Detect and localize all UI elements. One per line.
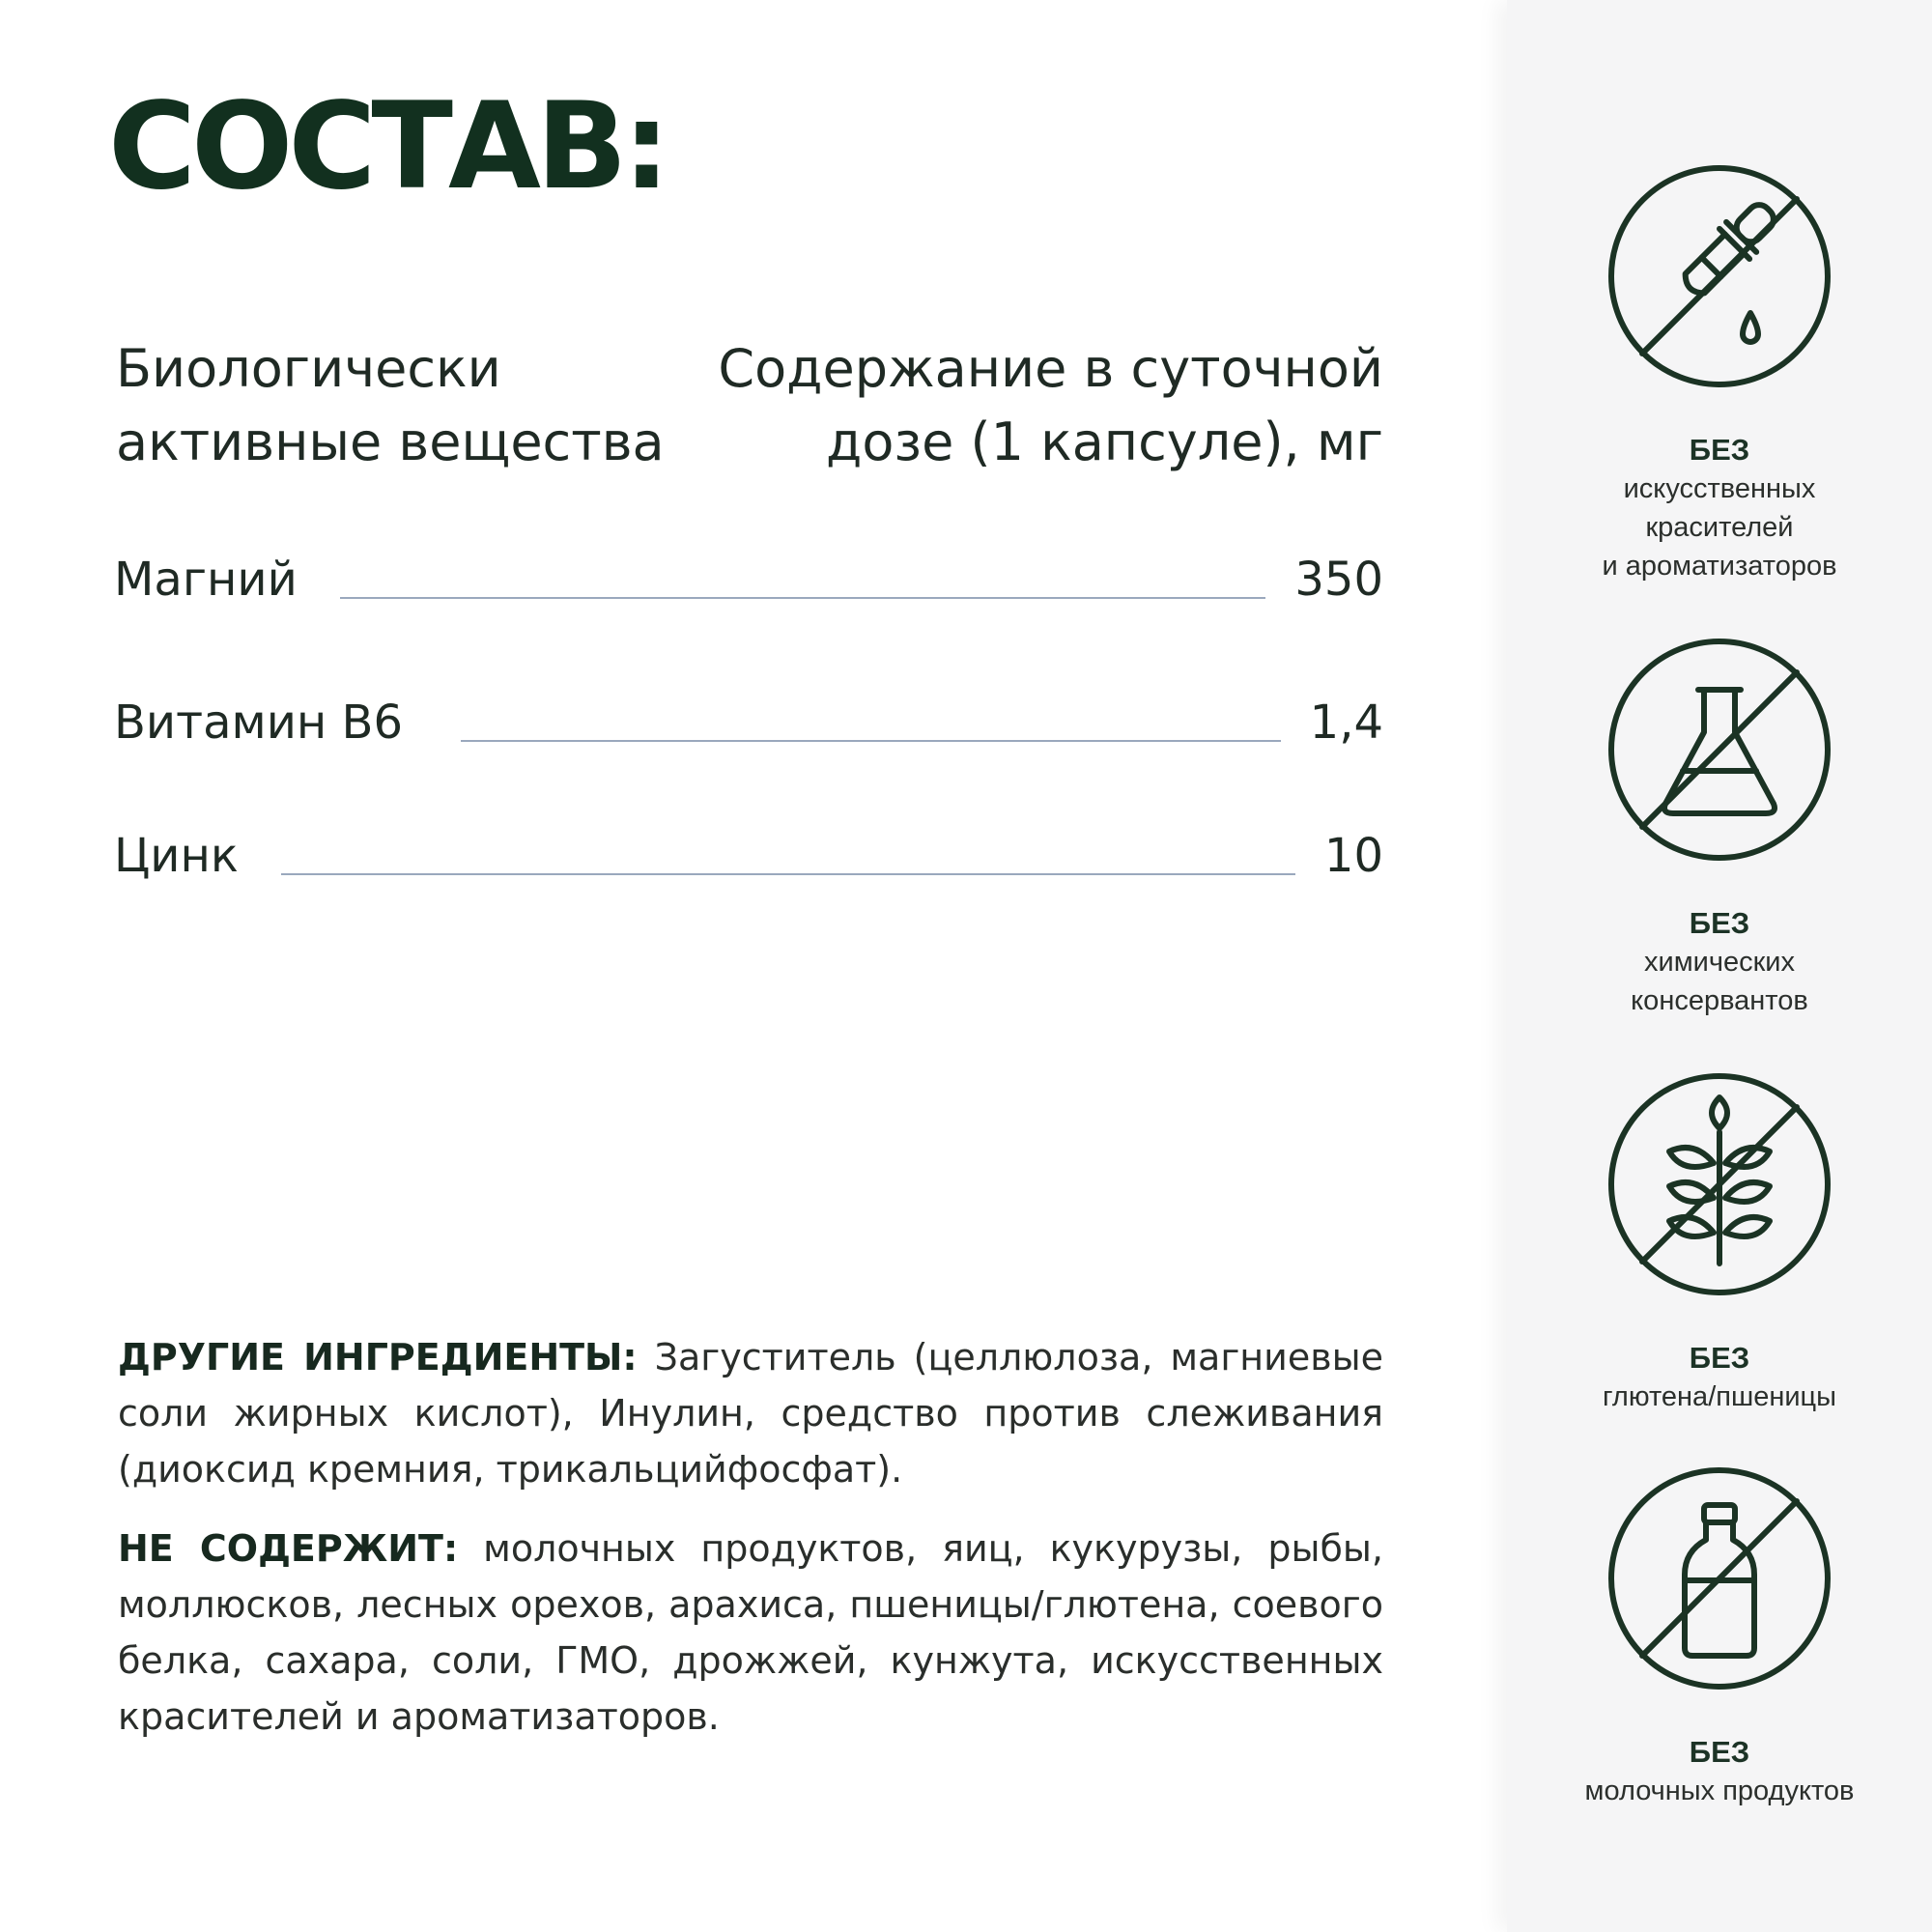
- no-flask-icon: [1605, 636, 1833, 864]
- substance-value: 350: [1294, 553, 1383, 607]
- badge-no-dyes: [1507, 162, 1932, 585]
- badge-text: глютена/пшеницы: [1602, 1381, 1837, 1412]
- column-header-content: Содержание в суточной дозе (1 капсуле), мг: [718, 338, 1383, 472]
- substance-value: 1,4: [1309, 696, 1383, 750]
- substance-name: Цинк: [114, 829, 239, 883]
- badge-no-gluten: [1507, 1070, 1932, 1416]
- badge-no-preservatives: [1507, 636, 1932, 1020]
- other-ingredients-label: ДРУГИЕ ИНГРЕДИЕНТЫ:: [118, 1336, 638, 1378]
- leader-line: [281, 873, 1295, 875]
- no-milk-icon: [1605, 1464, 1833, 1692]
- column-header-substances: Биологически активные вещества: [116, 338, 665, 472]
- other-ingredients: [118, 1329, 1383, 1497]
- other-ingredients-text: Загуститель (целлюлоза, магниевые соли жирных кислот), Инулин, средство против слеживания (диоксид кремния, трикальцийфосфат).: [118, 1336, 1383, 1491]
- table-row: [114, 684, 1383, 752]
- no-dropper-icon: [1605, 162, 1833, 390]
- badge-prefix: БЕЗ: [1689, 1735, 1750, 1769]
- badge-text: химических консервантов: [1631, 947, 1808, 1016]
- not-contains: [118, 1520, 1383, 1745]
- leader-line: [461, 740, 1281, 742]
- badge-prefix: БЕЗ: [1689, 1341, 1750, 1375]
- substance-name: Магний: [114, 553, 298, 607]
- table-row: [114, 817, 1383, 885]
- table-row: [114, 541, 1383, 609]
- badge-prefix: БЕЗ: [1689, 906, 1750, 940]
- leader-line: [340, 597, 1266, 599]
- not-contains-text: молочных продуктов, яиц, кукурузы, рыбы, моллюсков, лесных орехов, арахиса, пшеницы/глютена, соевого белка, сахара, соли, ГМО, дрожжей, кунжута, искусственных красителей и ароматизаторов.: [118, 1527, 1383, 1738]
- badge-text: молочных продуктов: [1584, 1776, 1855, 1806]
- no-wheat-icon: [1605, 1070, 1833, 1298]
- not-contains-label: НЕ СОДЕРЖИТ:: [118, 1527, 459, 1570]
- badge-no-dairy: [1507, 1464, 1932, 1810]
- substance-value: 10: [1323, 829, 1383, 883]
- free-from-sidebar: [1507, 0, 1932, 1932]
- badge-prefix: БЕЗ: [1689, 433, 1750, 467]
- page-title: СОСТАВ:: [108, 77, 667, 216]
- substance-name: Витамин B6: [114, 696, 404, 750]
- badge-text: искусственных красителей и ароматизаторов: [1602, 473, 1837, 582]
